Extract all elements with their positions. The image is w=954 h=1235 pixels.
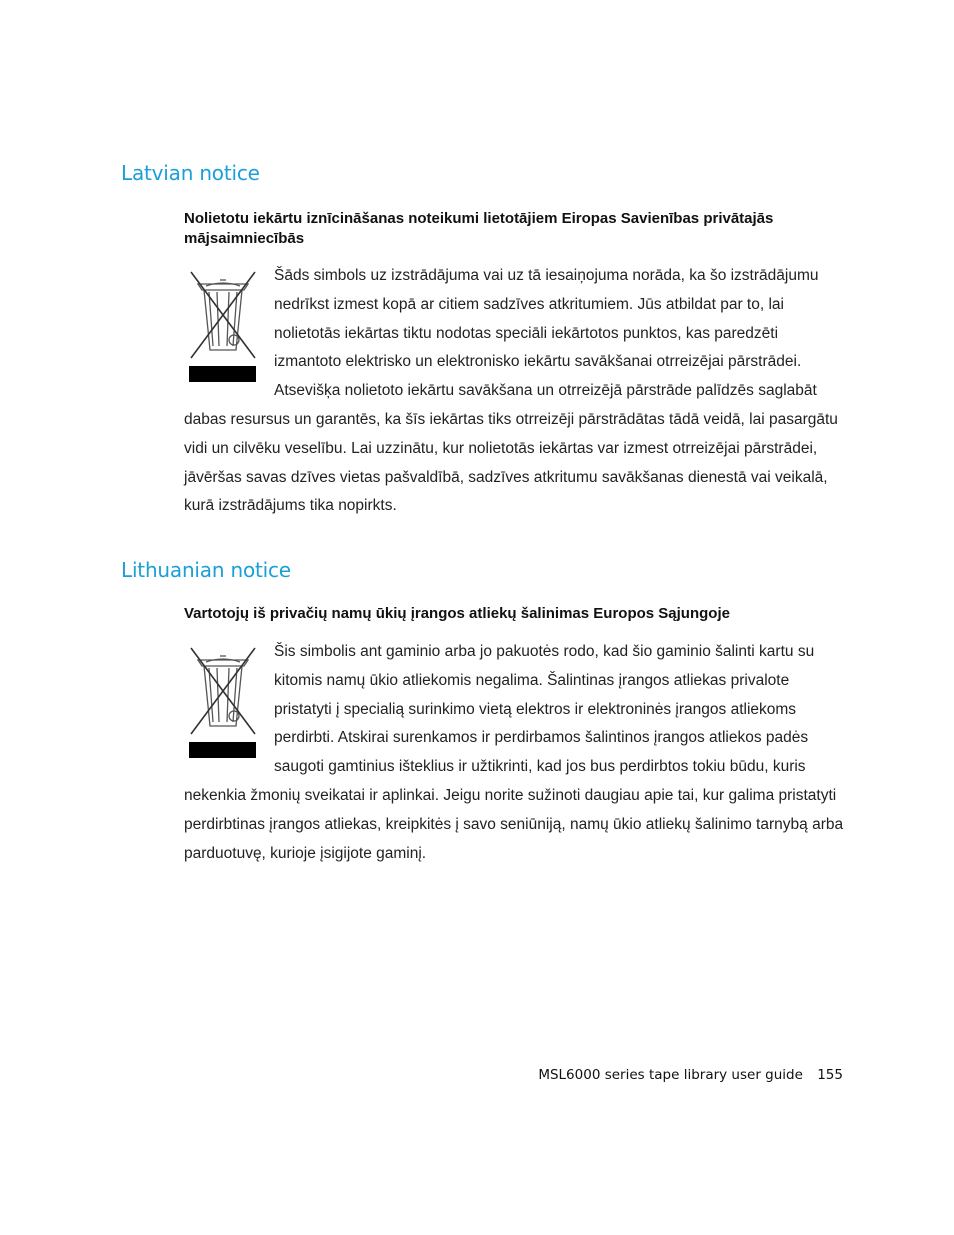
weee-bin-icon [184,262,274,382]
lithuanian-notice-body [184,638,844,868]
page-footer [500,1067,843,1083]
latvian-notice-text: Šāds simbols uz izstrādājuma vai uz tā iesaiņojuma norāda, ka šo izstrādājumu nedrīkst izmest kopā ar citiem sadzīves atkritumiem. Jūs atbildat par to, lai nolietotās iekārtas tiktu nodotas speciāli iekārtotos punktos, kas paredzēti izmantoto elektrisko un elektronisko iekārtu savākšanai otrreizējai pārstrādei. Atsevišķa nolietoto iekārtu savākšana un otrreizējā pārstrāde palīdzēs saglabāt dabas resursus un garantēs, ka šīs iekārtas tiks otrreizēji pārstrādātas tādā veidā, lai pasargātu vidi un cilvēku veselību. Lai uzzinātu, kur nolietotās iekārtas var izmest otrreizējai pārstrādei, jāvēršas savas dzīves vietas pašvaldībā, sadzīves atkritumu savākšanas dienestā vai veikalā, kurā izstrādājums tika nopirkts. [184,267,838,515]
page-number: 155 [817,1067,843,1083]
latvian-notice-heading: Latvian notice [121,161,260,185]
latvian-notice-subheading: Nolietotu iekārtu iznīcināšanas noteikumi lietotājiem Eiropas Savienības privātajās mājsaimniecībās [184,210,774,247]
footer-doc-title: MSL6000 series tape library user guide [538,1067,803,1083]
latvian-notice-body [184,262,844,521]
lithuanian-notice-heading: Lithuanian notice [121,558,291,582]
weee-bin-icon [184,638,274,758]
lithuanian-notice-text: Šis simbolis ant gaminio arba jo pakuotės rodo, kad šio gaminio šalinti kartu su kitomis namų ūkio atliekomis negalima. Šalintinas įrangos atliekas privalote pristatyti į specialią surinkimo vietą elektros ir elektroninės įrangos atliekoms perdirbti. Atskirai surenkamos ir perdirbamos šalintinos įrangos atliekos padės saugoti gamtinius išteklius ir užtikrinti, kad jos bus perdirbtos tokiu būdu, kuris nekenkia žmonių sveikatai ir aplinkai. Jeigu norite sužinoti daugiau apie tai, kur galima pristatyti perdirbtinas įrangos atliekas, kreipkitės į savo seniūniją, namų ūkio atliekų šalinimo tarnybą arba parduotuvę, kurioje įsigijote gaminį. [184,643,844,862]
lithuanian-notice-subheading: Vartotojų iš privačių namų ūkių įrangos atliekų šalinimas Europos Sąjungoje [184,605,730,622]
